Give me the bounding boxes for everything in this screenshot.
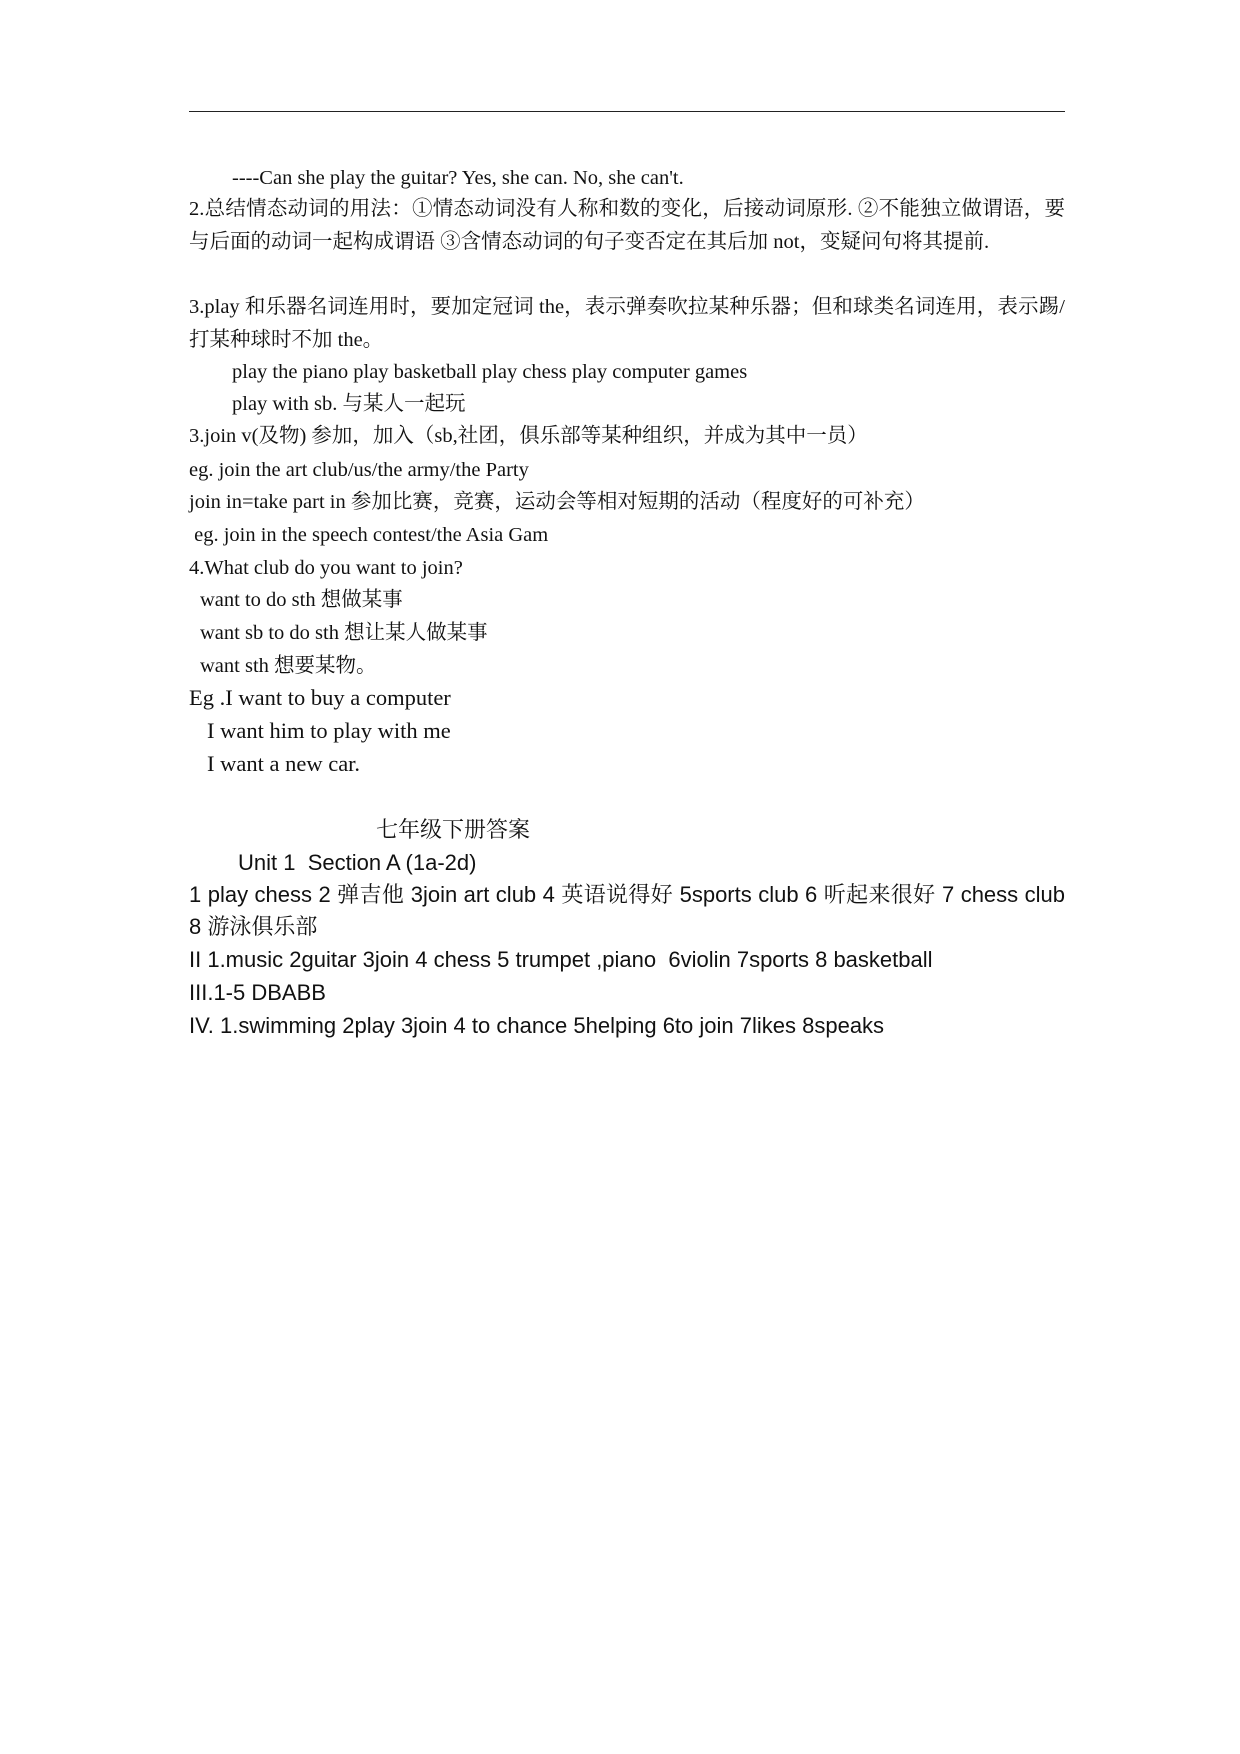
unit-heading: Unit 1 Section A (1a-2d) xyxy=(238,850,477,875)
answers-title: 七年级下册答案 xyxy=(376,817,531,842)
header-rule xyxy=(189,111,1065,112)
eg-new-car-line: I want a new car. xyxy=(207,751,361,776)
answers-part-two: II 1.music 2guitar 3join 4 chess 5 trumpet ,piano 6violin 7sports 8 basketball xyxy=(189,947,933,972)
want-sb-to-do-line: want sb to do sth 想让某人做某事 xyxy=(200,622,488,644)
join-example-line: eg. join the art club/us/the army/the Party xyxy=(189,459,529,481)
join-in-line: join in=take part in 参加比赛，竞赛，运动会等相对短期的活动（程度好的可补充） xyxy=(189,491,925,513)
answers-part-four: IV. 1.swimming 2play 3join 4 to chance 5helping 6to join 7likes 8speaks xyxy=(189,1013,885,1038)
play-with-line: play with sb. 与某人一起玩 xyxy=(232,393,466,415)
question-four-line: 4.What club do you want to join? xyxy=(189,557,463,579)
modal-example-line: ----Can she play the guitar? Yes, she can. No, she can't. xyxy=(232,167,684,189)
eg-play-with-me-line: I want him to play with me xyxy=(207,718,451,743)
join-definition-line: 3.join v(及物) 参加，加入（sb,社团，俱乐部等某种组织，并成为其中一员） xyxy=(189,425,868,447)
want-sth-line: want sth 想要某物。 xyxy=(200,655,377,677)
eg-buy-computer-line: Eg .I want to buy a computer xyxy=(189,685,451,710)
answers-part-one: 1 play chess 2 弹吉他 3join art club 4 英语说得好 5sports club 6 听起来很好 7 chess club 8 游泳俱乐部 xyxy=(189,882,1065,939)
play-examples-line: play the piano play basketball play chess play computer games xyxy=(232,361,748,383)
play-usage-note: 3.play 和乐器名词连用时，要加定冠词 the，表示弹奏吹拉某种乐器；但和球类名词连用，表示踢/打某种球时不加 the。 xyxy=(189,296,1065,351)
want-to-do-line: want to do sth 想做某事 xyxy=(200,589,403,611)
join-in-example-line: eg. join in the speech contest/the Asia Gam xyxy=(189,524,549,546)
answers-part-three: III.1-5 DBABB xyxy=(189,980,326,1005)
modal-verbs-summary: 2.总结情态动词的用法：①情态动词没有人称和数的变化，后接动词原形. ②不能独立做谓语，要与后面的动词一起构成谓语 ③含情态动词的句子变否定在其后加 not，变疑问句将其提前. xyxy=(189,198,1065,253)
